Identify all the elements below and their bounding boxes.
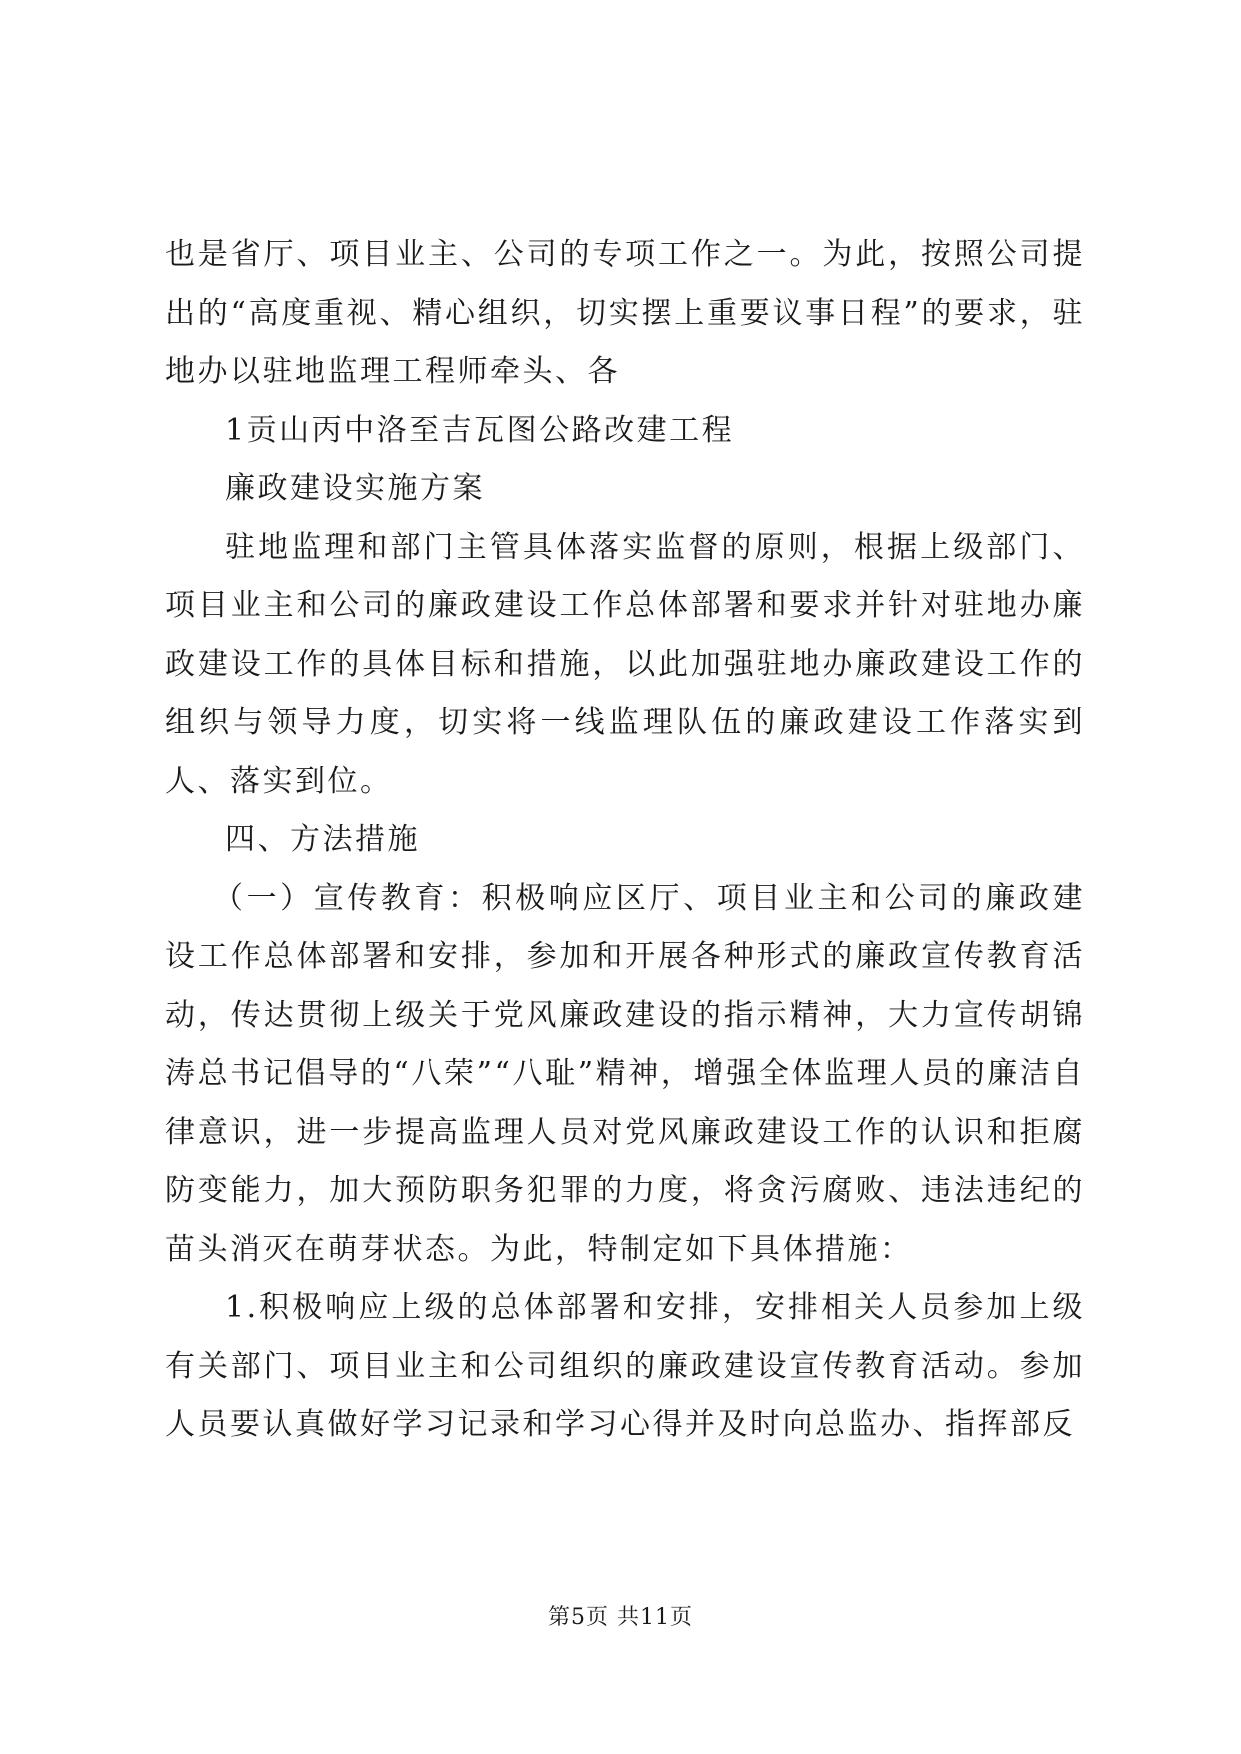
- paragraph-plan-title: 廉政建设实施方案: [225, 471, 485, 506]
- page-footer: 第5页 共11页: [548, 1605, 693, 1630]
- paragraph-measure-1: 1.积极响应上级的总体部署和安排，安排相关人员参加上级有关部门、项目业主和公司组织的廉政建设宣传教育活动。参加人员要认真做好学习记录和学习心得并及时向总监办、指挥部反: [165, 1290, 1085, 1442]
- paragraph-publicity-education: （一）宣传教育：积极响应区厅、项目业主和公司的廉政建设工作总体部署和安排，参加和开展各种形式的廉政宣传教育活动，传达贯彻上级关于党风廉政建设的指示精神，大力宣传胡锦涛总书记倡导的“八荣”“八耻”精神，增强全体监理人员的廉洁自律意识，进一步提高监理人员对党风廉政建设工作的认识和拒腐防变能力，加大预防职务犯罪的力度，将贪污腐败、违法违纪的苗头消灭在萌芽状态。为此，特制定如下具体措施：: [165, 880, 1085, 1267]
- paragraph-principle: 驻地监理和部门主管具体落实监督的原则，根据上级部门、项目业主和公司的廉政建设工作总体部署和要求并针对驻地办廉政建设工作的具体目标和措施，以此加强驻地办廉政建设工作的组织与领导力度，切实将一线监理队伍的廉政建设工作落实到人、落实到位。: [165, 529, 1085, 799]
- paragraph-project-name: 1贡山丙中洛至吉瓦图公路改建工程: [225, 412, 735, 448]
- document-body: [165, 226, 1085, 1455]
- section-heading-methods: 四、方法措施: [225, 822, 420, 857]
- paragraph-continuation: 也是省厅、项目业主、公司的专项工作之一。为此，按照公司提出的“高度重视、精心组织，切实摆上重要议事日程”的要求，驻地办以驻地监理工程师牵头、各: [165, 237, 1085, 389]
